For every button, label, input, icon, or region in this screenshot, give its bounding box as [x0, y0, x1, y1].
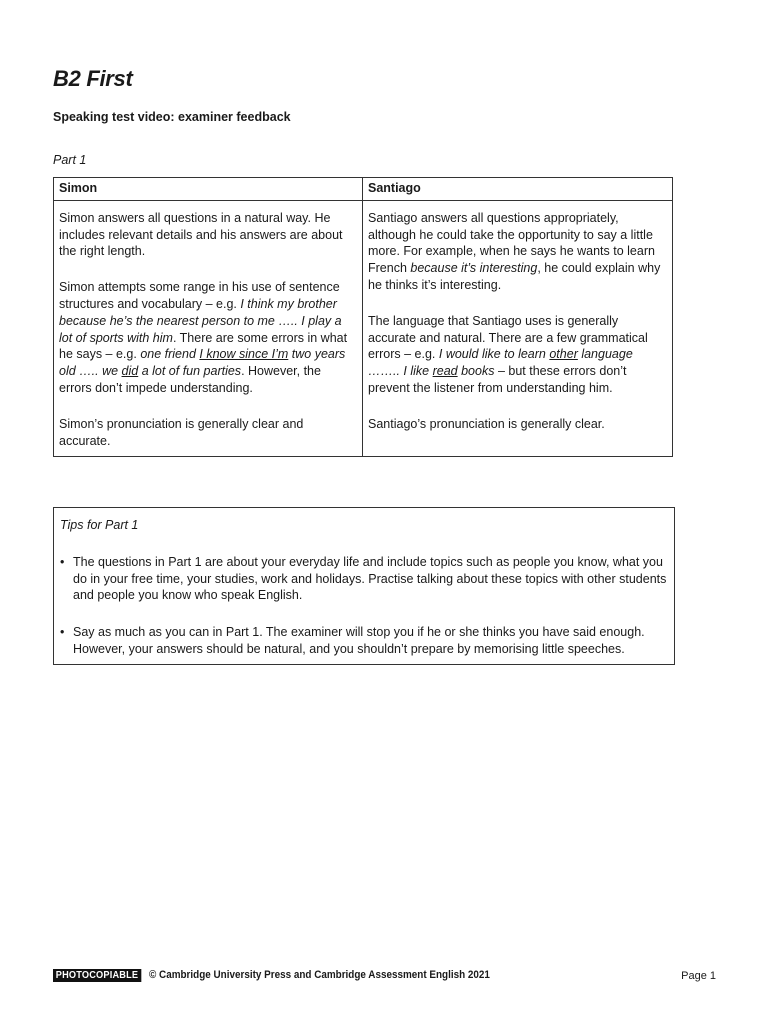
example-quote: a lot of fun parties: [138, 364, 242, 379]
list-item: [60, 624, 668, 658]
bullet-icon: •: [60, 554, 65, 569]
example-quote: one friend: [140, 347, 200, 362]
example-quote: language …….. I like: [368, 347, 633, 379]
simon-paragraph-1: Simon answers all questions in a natural way. He includes relevant details and his answers are about the right length.: [59, 210, 343, 259]
text-run: Santiago answers all questions appropriately, although he could take the opportunity to say a little more. For example, when he says he wants to learn French: [368, 210, 655, 276]
part-label: Part 1: [53, 153, 87, 167]
tips-title: Tips for Part 1: [60, 518, 139, 532]
santiago-paragraph-1: [368, 210, 667, 294]
document-title: B2 First: [53, 66, 133, 91]
error-underline: other: [549, 347, 578, 362]
bullet-icon: •: [60, 625, 65, 640]
example-quote: I would like to learn: [438, 347, 550, 362]
santiago-paragraph-3: Santiago’s pronunciation is generally clear.: [368, 416, 605, 431]
text-run: , he could explain why he thinks it’s interesting.: [368, 261, 661, 292]
text-run: Simon attempts some range in his use of sentence structures and vocabulary – e.g.: [59, 280, 340, 311]
tips-box: [53, 507, 675, 665]
photocopiable-badge: PHOTOCOPIABLE: [53, 969, 141, 982]
simon-paragraph-2: [59, 279, 357, 397]
example-quote: I think my brother because he’s the nearest person to me ….. I play a lot of sports with him: [59, 296, 342, 345]
list-item: [60, 554, 668, 604]
tip-text: Say as much as you can in Part 1. The examiner will stop you if he or she thinks you have said enough. However, your answers should be natural, and you shouldn’t prepare by memorising little speeches.: [73, 625, 645, 656]
tip-text: The questions in Part 1 are about your everyday life and include topics such as people you know, what you do in your free time, your studies, work and holidays. Practise talking about these topics with other students and people you know who speak English.: [73, 554, 667, 603]
error-underline: read: [432, 364, 458, 379]
santiago-feedback-cell: [363, 200, 673, 457]
column-header-simon: Simon: [54, 178, 363, 201]
example-quote: books: [457, 364, 495, 379]
example-quote: because it’s interesting: [410, 261, 538, 276]
page-number: Page 1: [681, 970, 716, 982]
text-run: The language that Santiago uses is generally accurate and natural. There are a few grammatical errors – e.g.: [368, 313, 648, 362]
column-header-santiago: Santiago: [363, 178, 673, 201]
simon-feedback-cell: [54, 200, 363, 457]
footer: [53, 967, 716, 985]
simon-paragraph-3: Simon’s pronunciation is generally clear and accurate.: [59, 416, 304, 448]
error-underline: did: [121, 364, 139, 379]
table-row: [54, 200, 673, 457]
example-quote: two years old ….. we: [59, 347, 346, 379]
copyright-notice: © Cambridge University Press and Cambridge Assessment English 2021: [149, 969, 490, 981]
document-subtitle: Speaking test video: examiner feedback: [53, 110, 291, 124]
santiago-paragraph-2: [368, 313, 667, 397]
text-run: . However, the errors don’t impede understanding.: [59, 364, 321, 395]
table-header-row: [54, 178, 673, 201]
tips-list: [60, 554, 668, 658]
text-run: – but these errors don’t prevent the listener from understanding him.: [368, 364, 627, 395]
error-underline: I know since I’m: [199, 347, 289, 362]
text-run: . There are some errors in what he says – e.g.: [59, 330, 348, 362]
feedback-table: [53, 177, 673, 457]
